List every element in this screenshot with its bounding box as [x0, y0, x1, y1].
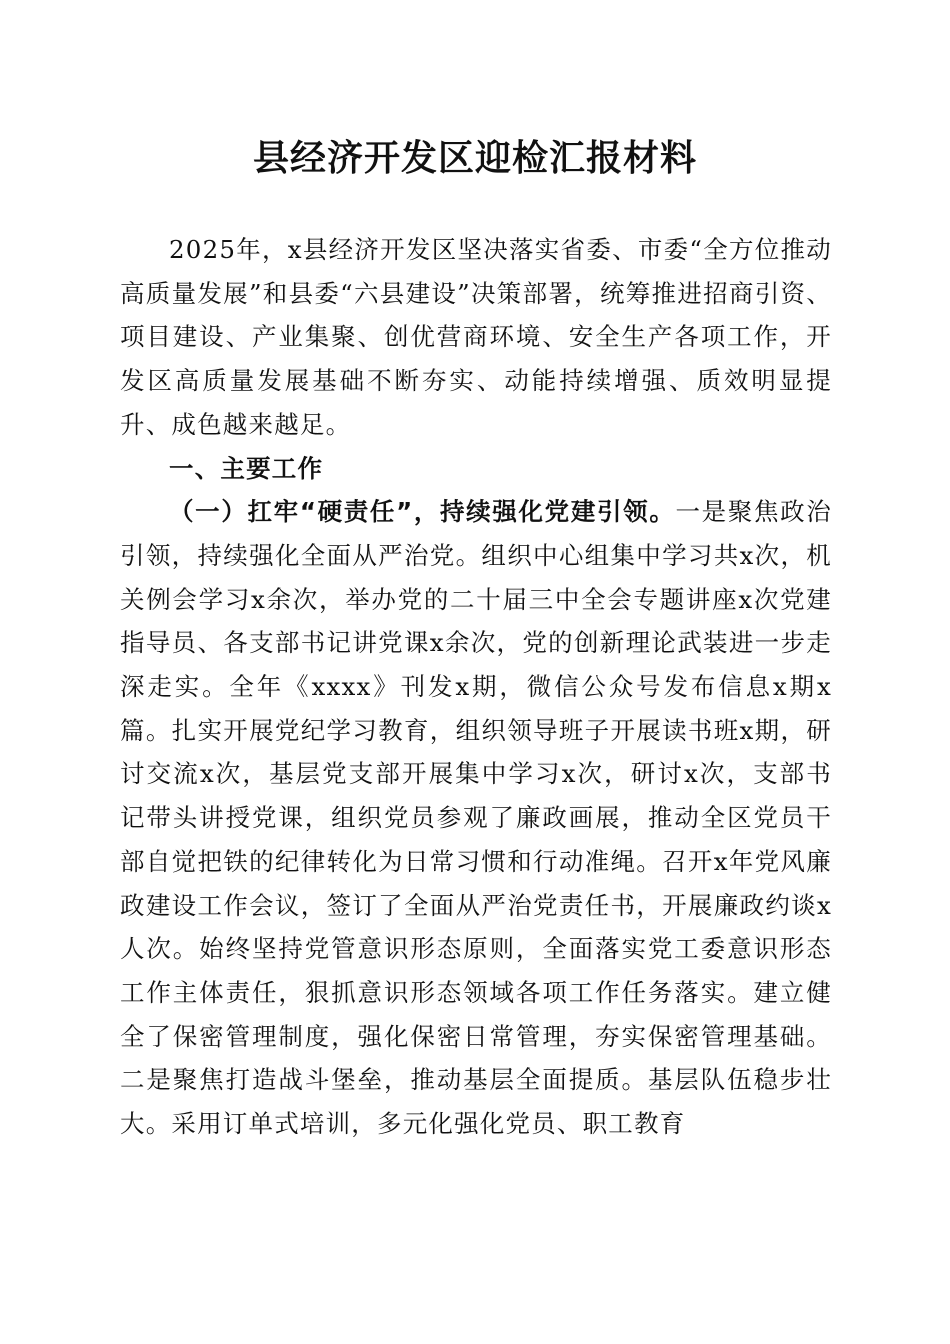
section-heading: 一、主要工作: [169, 453, 324, 483]
subsection-heading: （一）扛牢“硬责任”，持续强化党建引领。: [169, 497, 676, 527]
document-title: 县经济开发区迎检汇报材料: [252, 137, 697, 179]
intro-paragraph: 2025年，x县经济开发区坚决落实省委、市委“全方位推动高质量发展”和县委“六县建设”决策部署，统筹推进招商引资、项目建设、产业集聚、创优营商环境、安全生产各项工作，开发区高质量发展基础不断夯实、动能持续增强、质效明显提升、成色越来越足。: [120, 235, 832, 439]
subsection-body: 一是聚焦政治引领，持续强化全面从严治党。组织中心组集中学习共x次，机关例会学习x余次，举办党的二十届三中全会专题讲座x次党建指导员、各支部书记讲党课x余次，党的创新理论武装进一步走深走实。全年《xxxx》刊发x期，微信公众号发布信息x期x篇。扎实开展党纪学习教育，组织领导班子开展读书班x期，研讨交流x次，基层党支部开展集中学习x次，研讨x次，支部书记带头讲授党课，组织党员参观了廉政画展，推动全区党员干部自觉把铁的纪律转化为日常习惯和行动准绳。召开x年党风廉政建设工作会议，签订了全面从严治党责任书，开展廉政约谈x人次。始终坚持党管意识形态原则，全面落实党工委意识形态工作主体责任，狠抓意识形态领域各项工作任务落实。建立健全了保密管理制度，强化保密日常管理，夯实保密管理基础。二是聚焦打造战斗堡垒，推动基层全面提质。基层队伍稳步壮大。采用订单式培训，多元化强化党员、职工教育: [120, 497, 833, 1139]
subsection-paragraph: [120, 490, 832, 1146]
document-body: [120, 228, 832, 1146]
